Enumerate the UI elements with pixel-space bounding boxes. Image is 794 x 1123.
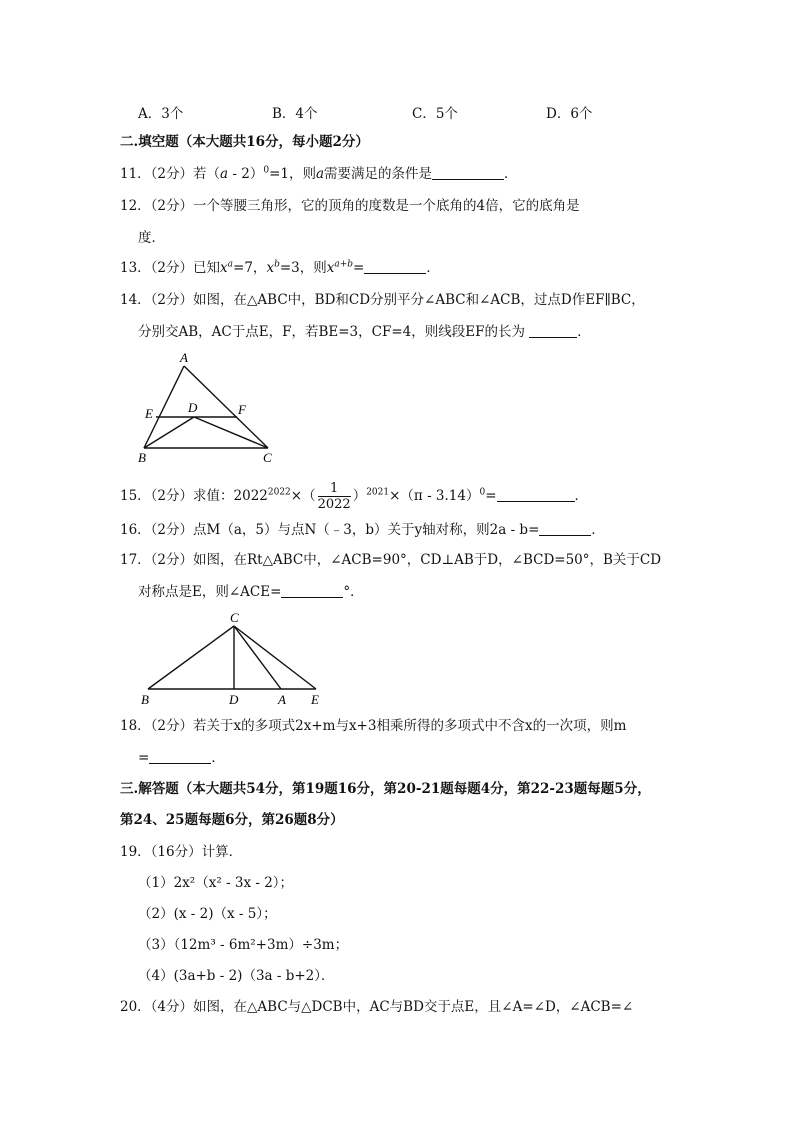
question-20-line1: 20．（4分）如图，在△ABC与△DCB中，AC与BD交于点E，且∠A=∠D，∠ACB=∠ xyxy=(120,999,634,1015)
q19-item-3: （3）（12m³ - 6m²+3m）÷3m； xyxy=(138,937,349,953)
answer-blank xyxy=(149,749,211,764)
q13-var: x xyxy=(220,260,228,276)
q18-text: = xyxy=(138,750,150,766)
q13-text: =3，则 xyxy=(279,260,327,276)
label-d: D xyxy=(188,400,198,415)
q14-text: ． xyxy=(577,324,591,340)
option-d: D．6个 xyxy=(546,106,593,122)
fraction-denominator: 2022 xyxy=(317,497,351,512)
answer-blank xyxy=(497,487,575,502)
section-2-heading: 二.填空题（本大题共16分，每小题2分） xyxy=(120,134,369,150)
fraction-numerator: 1 xyxy=(318,481,351,497)
question-15 xyxy=(120,478,588,514)
question-12-line1: 12．（2分）一个等腰三角形，它的顶角的度数是一个底角的4倍，它的底角是 xyxy=(120,198,580,214)
q19-item-1: （1）2x²（x² - 3x - 2）； xyxy=(138,875,294,891)
answer-blank xyxy=(539,521,591,536)
q15-text: = xyxy=(485,488,497,504)
question-17-line1: 17．（2分）如图，在Rt△ABC中，∠ACB=90°，CD⊥AB于D，∠BCD=50°，B关于CD xyxy=(120,552,662,568)
q14-text: 分别交AB，AC于点E，F，若BE=3，CF=4，则线段EF的长为 xyxy=(138,324,525,340)
answer-blank xyxy=(364,259,426,274)
q18-text: ． xyxy=(211,750,225,766)
q19-item-2: （2）(x - 2)（x - 5）； xyxy=(138,906,277,922)
q13-text: = xyxy=(353,260,365,276)
q15-exp: 2022 xyxy=(267,487,291,498)
q11-var: a xyxy=(220,166,229,182)
q13-var: x xyxy=(266,260,275,276)
label-b: B xyxy=(141,692,149,707)
label-c: C xyxy=(263,450,272,465)
answer-blank xyxy=(529,323,577,338)
fraction xyxy=(318,481,351,512)
question-17-line2 xyxy=(138,582,364,602)
segment-ce xyxy=(234,626,316,689)
q15-exp: 2021 xyxy=(366,487,390,498)
q13-exp: a xyxy=(227,259,234,270)
triangle-figure-14 xyxy=(134,350,284,465)
question-14-line1: 14．（2分）如图，在△ABC中，BD和CD分别平分∠ABC和∠ACB，过点D作EF∥BC， xyxy=(120,292,645,308)
q15-text: ×（π - 3.14） xyxy=(389,488,480,504)
q13-text: ． xyxy=(426,260,440,276)
q15-exp: 0 xyxy=(479,487,486,498)
q11-exp: 0 xyxy=(263,165,270,176)
label-f: F xyxy=(238,402,246,417)
question-18-line2 xyxy=(138,748,225,768)
section-3-heading-line1: 三.解答题（本大题共54分，第19题16分，第20-21题每题4分，第22-23题每题5分， xyxy=(120,781,651,797)
segment-cb xyxy=(148,626,234,689)
section-3-heading-line2: 第24、25题每题6分，第26题8分） xyxy=(120,812,344,828)
q13-var: x xyxy=(326,260,335,276)
label-c: C xyxy=(230,610,239,625)
segment-cd xyxy=(194,417,268,448)
label-b: B xyxy=(138,450,146,465)
q11-text: - 2） xyxy=(228,166,264,182)
q15-text: 15．（2分）求值：2022 xyxy=(120,488,268,504)
q19-item-4: （4）(3a+b - 2)（3a - b+2）． xyxy=(138,968,335,984)
answer-blank xyxy=(432,165,504,180)
q11-text: 11．（2分）若（ xyxy=(120,166,221,182)
q17-text: 对称点是E，则∠ACE= xyxy=(138,584,282,600)
question-11 xyxy=(120,164,518,184)
q16-text: ． xyxy=(591,522,605,538)
option-a: A．3个 xyxy=(138,106,184,122)
label-a: A xyxy=(180,350,188,365)
triangle-figure-17 xyxy=(138,610,338,708)
question-13 xyxy=(120,258,440,278)
option-b: B．4个 xyxy=(272,106,318,122)
q11-text: =1，则 xyxy=(269,166,316,182)
q11-text: 需要满足的条件是 xyxy=(324,166,433,182)
label-d: D xyxy=(229,692,239,707)
q13-text: =7， xyxy=(233,260,267,276)
label-a: A xyxy=(278,692,286,707)
q11-var: a xyxy=(315,166,325,182)
q11-text: ． xyxy=(504,166,518,182)
q15-text: ×（ xyxy=(290,488,316,504)
label-e: E xyxy=(145,406,153,421)
q17-text: °． xyxy=(343,584,364,600)
q13-exp: a+b xyxy=(334,259,354,270)
q12-text: 度． xyxy=(138,230,165,246)
answer-blank xyxy=(281,583,343,598)
q15-text: ． xyxy=(574,488,589,504)
option-c: C．5个 xyxy=(412,106,458,122)
question-18-line1: 18．（2分）若关于x的多项式2x+m与x+3相乘所得的多项式中不含x的一次项，则m xyxy=(120,718,627,734)
q13-text: 13．（2分）已知 xyxy=(120,260,221,276)
question-19-title: 19．（16分）计算． xyxy=(120,844,243,860)
label-e: E xyxy=(311,692,319,707)
question-14-line2 xyxy=(138,322,591,342)
question-12-line2 xyxy=(138,228,165,248)
q15-text: ） xyxy=(352,488,367,504)
q16-text: 16．（2分）点M（a，5）与点N（﹣3，b）关于y轴对称，则2a - b= xyxy=(120,522,540,538)
q13-exp: b xyxy=(274,259,280,270)
question-16 xyxy=(120,520,605,540)
